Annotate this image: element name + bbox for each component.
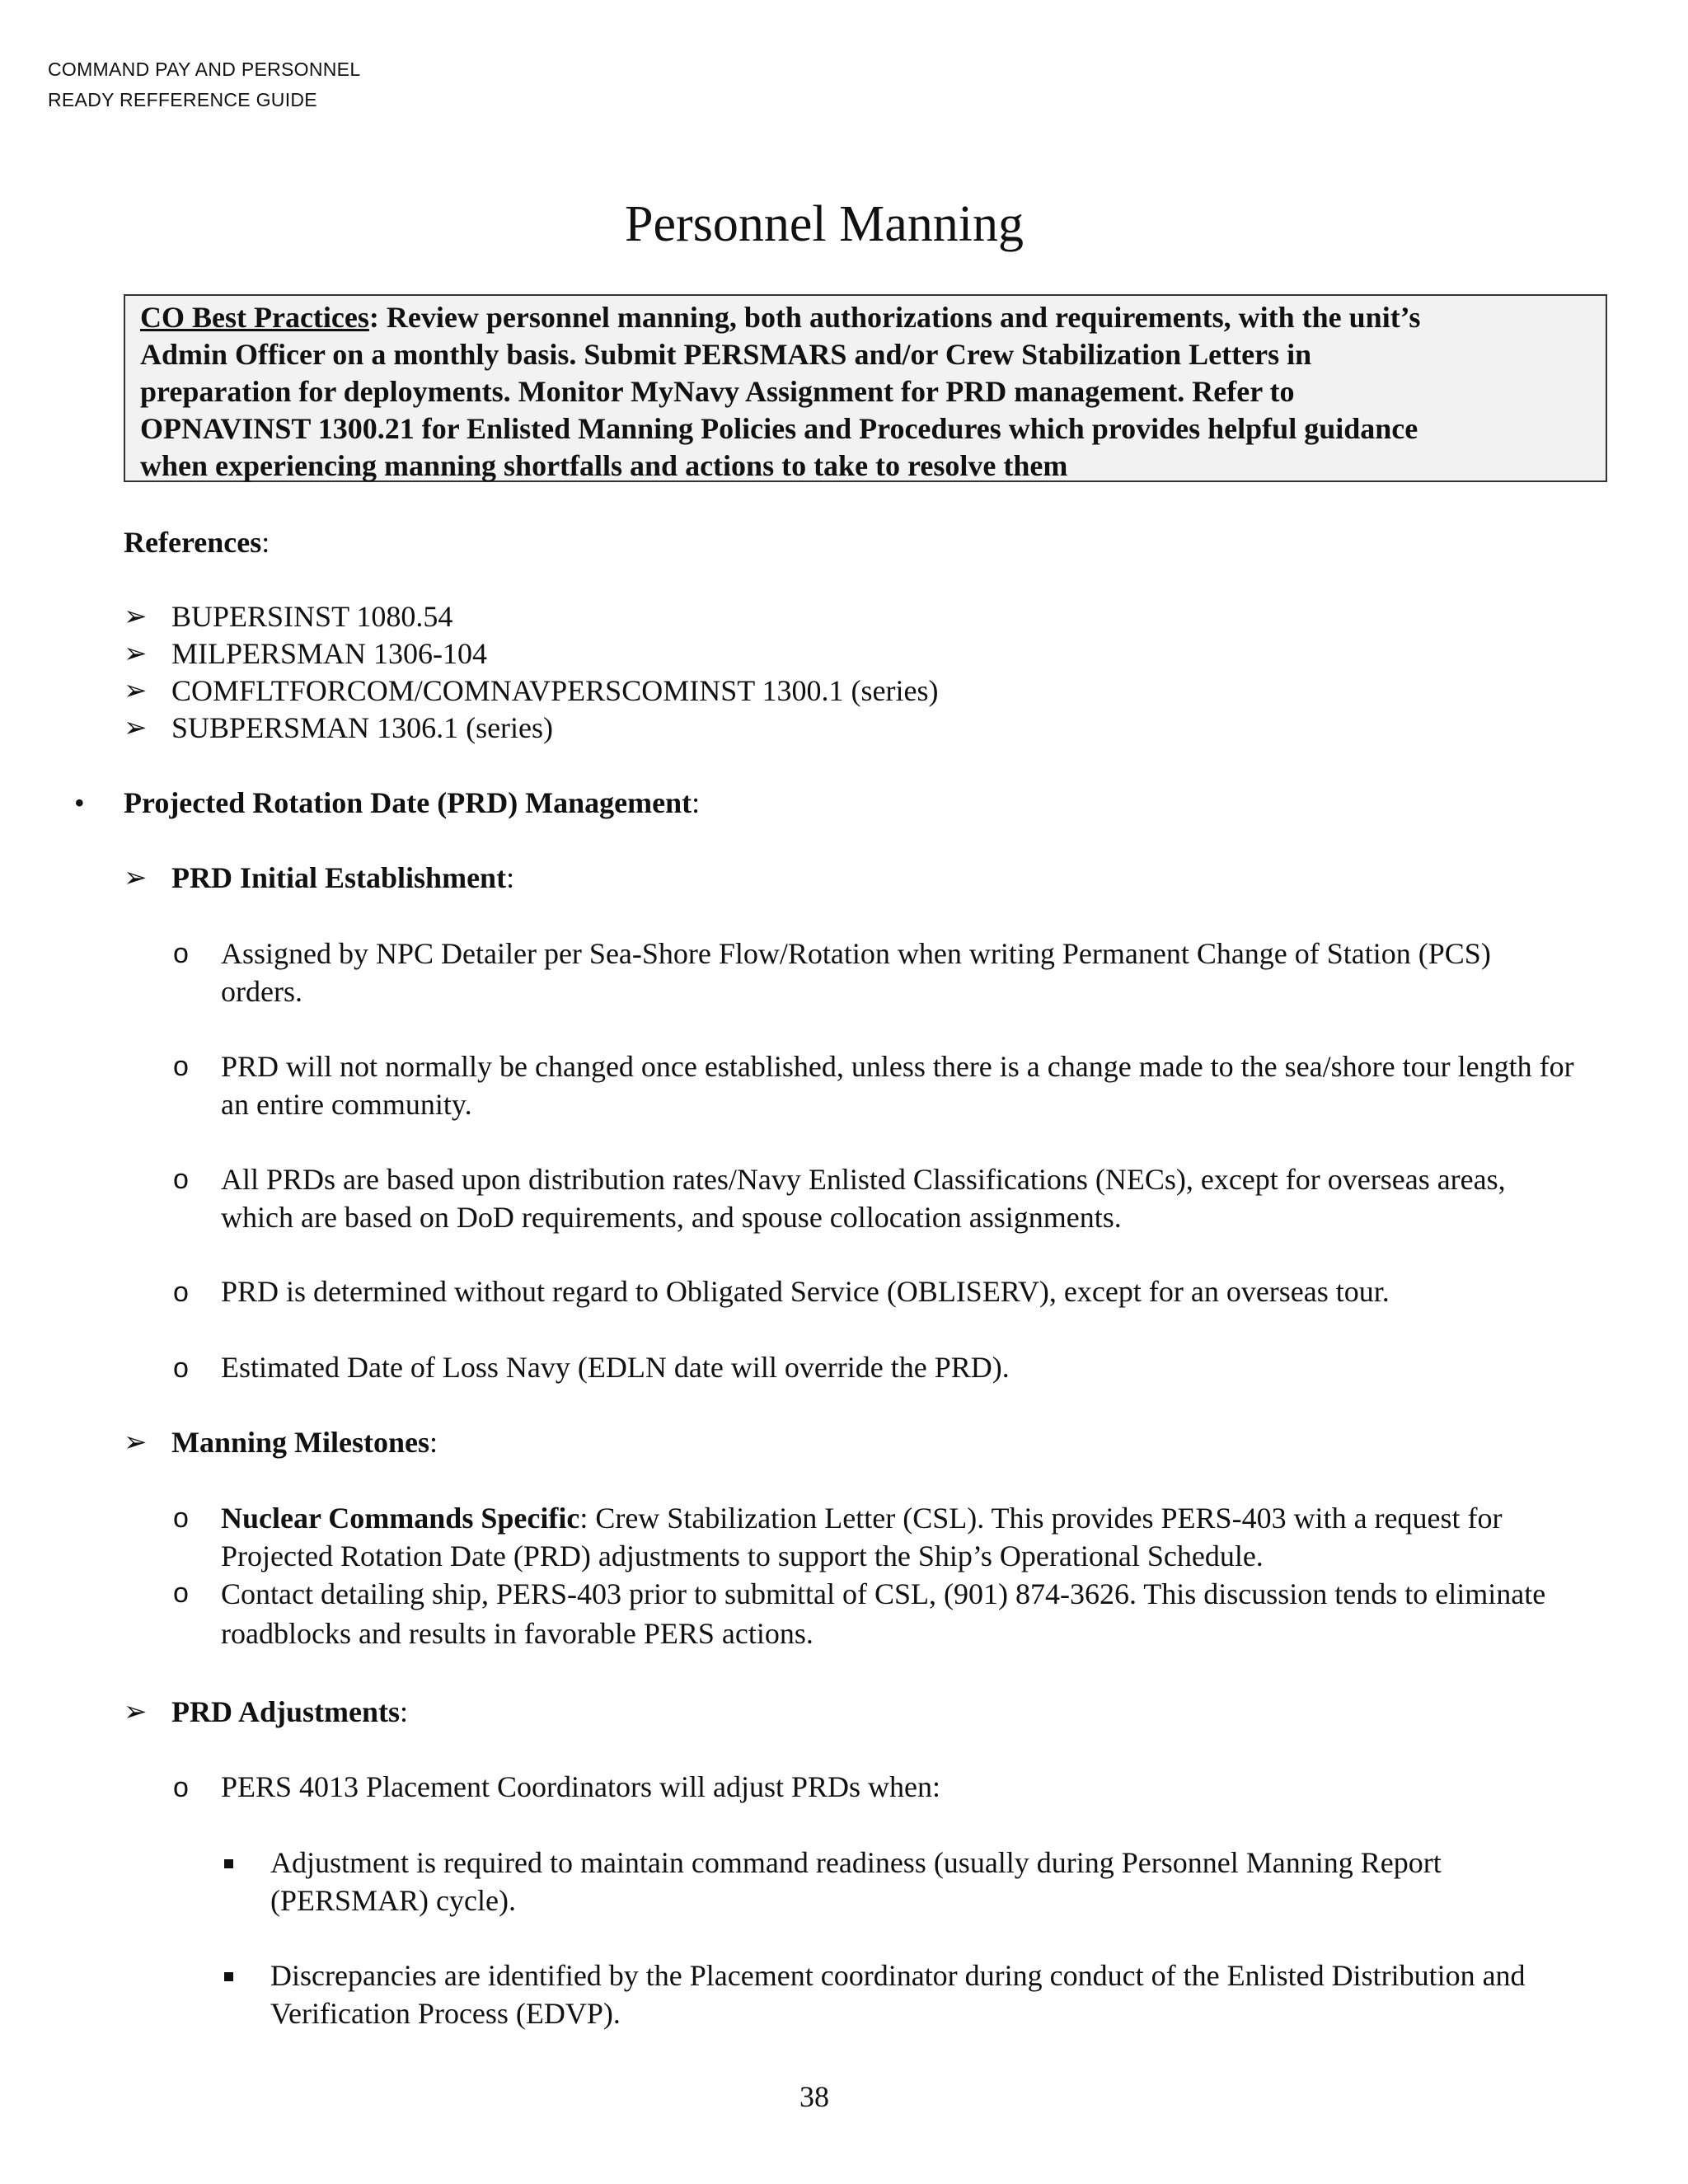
prd-initial-heading: PRD Initial Establishment: [171, 861, 515, 894]
circle-bullet-icon: o [173, 1164, 189, 1195]
reference-item: MILPERSMAN 1306-104 [171, 637, 488, 670]
prd-initial-item: Estimated Date of Loss Navy (EDLN date will override the PRD). [221, 1351, 1010, 1384]
prd-management-heading: Projected Rotation Date (PRD) Management: [124, 786, 701, 819]
header-line-1: COMMAND PAY AND PERSONNEL [48, 59, 361, 80]
circle-bullet-icon: o [173, 1502, 189, 1534]
adjustment-sub-item: Discrepancies are identified by the Placement coordinator during conduct of the Enlisted Distribution and Verification Process (EDVP). [270, 1959, 1526, 2030]
best-practices-line-5: when experiencing manning shortfalls and actions to take to resolve them [140, 449, 1068, 482]
prd-initial-item: PRD will not normally be changed once established, unless there is a change made to the sea/shore tour length for an entire community. [221, 1050, 1574, 1121]
running-header [48, 54, 360, 115]
circle-bullet-icon: o [173, 938, 189, 969]
reference-item: SUBPERSMAN 1306.1 (series) [171, 711, 554, 744]
bullet-icon: • [74, 786, 85, 819]
arrow-bullet-icon: ➢ [124, 1427, 148, 1458]
circle-bullet-icon: o [173, 1277, 189, 1308]
page-title: Personnel Manning [625, 196, 1024, 252]
arrow-bullet-icon: ➢ [124, 863, 148, 893]
arrow-bullet-icon: ➢ [124, 713, 148, 743]
square-bullet-icon [224, 1859, 233, 1868]
best-practices-label: CO Best Practices [140, 301, 369, 334]
milestone-item: Contact detailing ship, PERS-403 prior to submittal of CSL, (901) 874-3626. This discussion tends to eliminate roadblocks and results in favorable PERS actions. [221, 1577, 1546, 1650]
square-bullet-icon [224, 1972, 233, 1981]
page-number: 38 [799, 2080, 829, 2113]
prd-initial-item: All PRDs are based upon distribution rates/Navy Enlisted Classifications (NECs), except for overseas areas, which are based on DoD requirements, and spouse collocation assignments. [221, 1163, 1506, 1234]
best-practices-line-3: preparation for deployments. Monitor MyNavy Assignment for PRD management. Refer to [140, 375, 1295, 408]
prd-initial-item: PRD is determined without regard to Obligated Service (OBLISERV), except for an overseas tour. [221, 1275, 1390, 1308]
circle-bullet-icon: o [173, 1352, 189, 1384]
circle-bullet-icon: o [173, 1772, 189, 1803]
prd-initial-item: Assigned by NPC Detailer per Sea-Shore Flow/Rotation when writing Permanent Change of Station (PCS) orders. [221, 937, 1491, 1008]
best-practices-line-4: OPNAVINST 1300.21 for Enlisted Manning Policies and Procedures which provides helpful guidance [140, 412, 1418, 445]
circle-bullet-icon: o [173, 1577, 189, 1609]
best-practices-line-2: Admin Officer on a monthly basis. Submit PERSMARS and/or Crew Stabilization Letters in [140, 338, 1312, 371]
circle-bullet-icon: o [173, 1051, 189, 1082]
milestone-item: Nuclear Commands Specific: Crew Stabilization Letter (CSL). This provides PERS-403 with a request for Projected Rotation Date (PRD) adjustments to support the Ship’s Operational Schedule. [221, 1502, 1503, 1572]
arrow-bullet-icon: ➢ [124, 1697, 148, 1727]
best-practices-line-1: CO Best Practices: Review personnel manning, both authorizations and requirements, with the unit’s [140, 301, 1421, 334]
references-heading: References: [124, 526, 270, 559]
arrow-bullet-icon: ➢ [124, 676, 148, 706]
manning-milestones-heading: Manning Milestones: [171, 1426, 438, 1459]
adjustment-item: PERS 4013 Placement Coordinators will adjust PRDs when: [221, 1770, 940, 1803]
arrow-bullet-icon: ➢ [124, 602, 148, 632]
reference-item: COMFLTFORCOM/COMNAVPERSCOMINST 1300.1 (series) [171, 674, 939, 707]
adjustment-sub-item: Adjustment is required to maintain command readiness (usually during Personnel Manning Report (PERSMAR) cycle). [270, 1846, 1442, 1917]
arrow-bullet-icon: ➢ [124, 639, 148, 669]
reference-item: BUPERSINST 1080.54 [171, 600, 453, 633]
header-line-2: READY REFFERENCE GUIDE [48, 89, 317, 110]
best-practices-box [124, 294, 1607, 482]
prd-adjustments-heading: PRD Adjustments: [171, 1695, 409, 1728]
